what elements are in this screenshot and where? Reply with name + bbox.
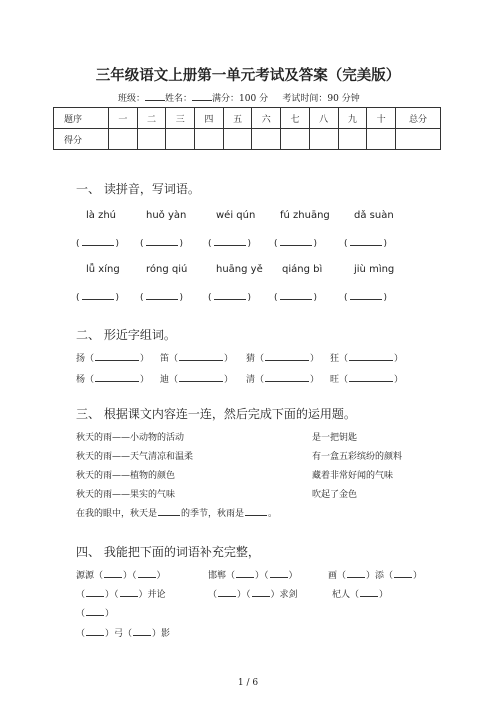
section-1-heading: 一、 读拼音，写词语。 bbox=[76, 182, 200, 196]
score-cell[interactable] bbox=[309, 129, 338, 150]
answer-blank-row[interactable]: ( ) bbox=[140, 236, 183, 249]
header-cell: 十 bbox=[367, 108, 396, 129]
answer-blank-row[interactable]: ( ) bbox=[344, 290, 387, 303]
row-label: 得分 bbox=[54, 129, 109, 150]
score-cell[interactable] bbox=[137, 129, 166, 150]
score-cell[interactable] bbox=[195, 129, 224, 150]
header-cell: 六 bbox=[252, 108, 281, 129]
pinyin-item: wéi qún bbox=[216, 210, 256, 221]
pinyin-item: dǎ suàn bbox=[354, 210, 394, 221]
score-cell[interactable] bbox=[252, 129, 281, 150]
answer-blank-row[interactable]: ( ) bbox=[140, 290, 183, 303]
header-cell: 七 bbox=[281, 108, 310, 129]
score-cell[interactable] bbox=[396, 129, 441, 150]
class-blank bbox=[145, 92, 165, 101]
answer-blank-row[interactable]: ( ) bbox=[208, 290, 251, 303]
pinyin-item: jiù mìng bbox=[354, 264, 395, 275]
answer-blank-row[interactable]: ( ) bbox=[274, 290, 317, 303]
header-cell: 四 bbox=[195, 108, 224, 129]
idiom-item[interactable]: （ ）（ ）并论 bbox=[76, 587, 166, 600]
score-table bbox=[53, 107, 441, 150]
pinyin-item: huǒ yàn bbox=[146, 210, 187, 221]
time-text: 考试时间：90 分钟 bbox=[282, 94, 360, 104]
header-cell: 八 bbox=[309, 108, 338, 129]
answer-blank-row[interactable]: ( ) bbox=[344, 236, 387, 249]
score-cell[interactable] bbox=[166, 129, 195, 150]
matching-right-item[interactable]: 吹起了金色 bbox=[312, 490, 358, 500]
char-group-item[interactable]: 扬（ ） bbox=[76, 351, 149, 364]
idiom-item[interactable]: （ ） bbox=[76, 606, 114, 619]
pinyin-item: qiáng bì bbox=[282, 264, 323, 275]
score-cell[interactable] bbox=[338, 129, 367, 150]
matching-left-item[interactable]: 秋天的雨——天气清凉和温柔 bbox=[76, 452, 194, 462]
answer-blank-row[interactable]: ( ) bbox=[208, 236, 251, 249]
pinyin-item: lǚ xíng bbox=[86, 264, 120, 275]
pinyin-item: fú zhuāng bbox=[280, 210, 330, 221]
score-cell[interactable] bbox=[109, 129, 138, 150]
score-cell[interactable] bbox=[281, 129, 310, 150]
header-cell: 二 bbox=[137, 108, 166, 129]
answer-blank-row[interactable]: ( ) bbox=[274, 236, 317, 249]
score-table-header-row bbox=[54, 108, 441, 129]
char-group-item[interactable]: 旺（ ） bbox=[330, 372, 403, 385]
matching-left-item[interactable]: 秋天的雨——小动物的活动 bbox=[76, 433, 185, 443]
char-group-item[interactable]: 迪（ ） bbox=[160, 372, 233, 385]
pinyin-item: róng qiú bbox=[146, 264, 188, 275]
matching-right-item[interactable]: 藏着非常好闻的气味 bbox=[312, 471, 394, 481]
score-cell[interactable] bbox=[223, 129, 252, 150]
section-4-heading: 四、 我能把下面的词语补充完整， bbox=[76, 545, 260, 559]
pinyin-item: huāng yě bbox=[216, 264, 263, 275]
header-cell: 三 bbox=[166, 108, 195, 129]
score-cell[interactable] bbox=[367, 129, 396, 150]
matching-right-item[interactable]: 有一盒五彩缤纷的颜料 bbox=[312, 452, 403, 462]
header-cell: 九 bbox=[338, 108, 367, 129]
char-group-item[interactable]: 猜（ ） bbox=[246, 351, 319, 364]
name-blank bbox=[192, 92, 212, 101]
class-label: 班级： bbox=[118, 94, 146, 104]
header-cell: 一 bbox=[109, 108, 138, 129]
score-text: 满分：100 分 bbox=[212, 94, 269, 104]
idiom-item[interactable]: 邯郸（ ）（ ） bbox=[208, 568, 298, 581]
char-group-item[interactable]: 清（ ） bbox=[246, 372, 319, 385]
header-cell: 题序 bbox=[54, 108, 109, 129]
section-2-heading: 二、 形近字组词。 bbox=[76, 328, 176, 342]
idiom-item[interactable]: 源源（ ）（ ） bbox=[76, 568, 166, 581]
answer-blank-row[interactable]: ( ) bbox=[76, 236, 119, 249]
char-group-item[interactable]: 狂（ ） bbox=[330, 351, 403, 364]
idiom-item[interactable]: （ ）（ ）求剑 bbox=[208, 587, 298, 600]
fill-sentence[interactable]: 在我的眼中，秋天是 的季节，秋雨是 。 bbox=[76, 506, 277, 519]
page-number: 1 / 6 bbox=[237, 678, 259, 688]
pinyin-item: là zhú bbox=[86, 210, 117, 221]
section-3-heading: 三、 根据课文内容连一连，然后完成下面的运用题。 bbox=[76, 407, 356, 421]
matching-right-item[interactable]: 是一把钥匙 bbox=[312, 433, 358, 443]
idiom-item[interactable]: 画（ ）添（ ） bbox=[328, 568, 422, 581]
exam-info-line bbox=[118, 91, 360, 104]
header-cell: 五 bbox=[223, 108, 252, 129]
name-label: 姓名： bbox=[165, 94, 193, 104]
matching-left-item[interactable]: 秋天的雨——果实的气味 bbox=[76, 490, 176, 500]
char-group-item[interactable]: 杨（ ） bbox=[76, 372, 149, 385]
idiom-item[interactable]: （ ）弓（ ）影 bbox=[76, 626, 170, 639]
document-title: 三年级语文上册第一单元考试及答案（完美版） bbox=[95, 68, 401, 84]
answer-blank-row[interactable]: ( ) bbox=[76, 290, 119, 303]
matching-left-item[interactable]: 秋天的雨——植物的颜色 bbox=[76, 471, 176, 481]
score-table-score-row bbox=[54, 129, 441, 150]
idiom-item[interactable]: 杞人（ ） bbox=[332, 587, 388, 600]
header-cell: 总分 bbox=[396, 108, 441, 129]
char-group-item[interactable]: 笛（ ） bbox=[160, 351, 233, 364]
